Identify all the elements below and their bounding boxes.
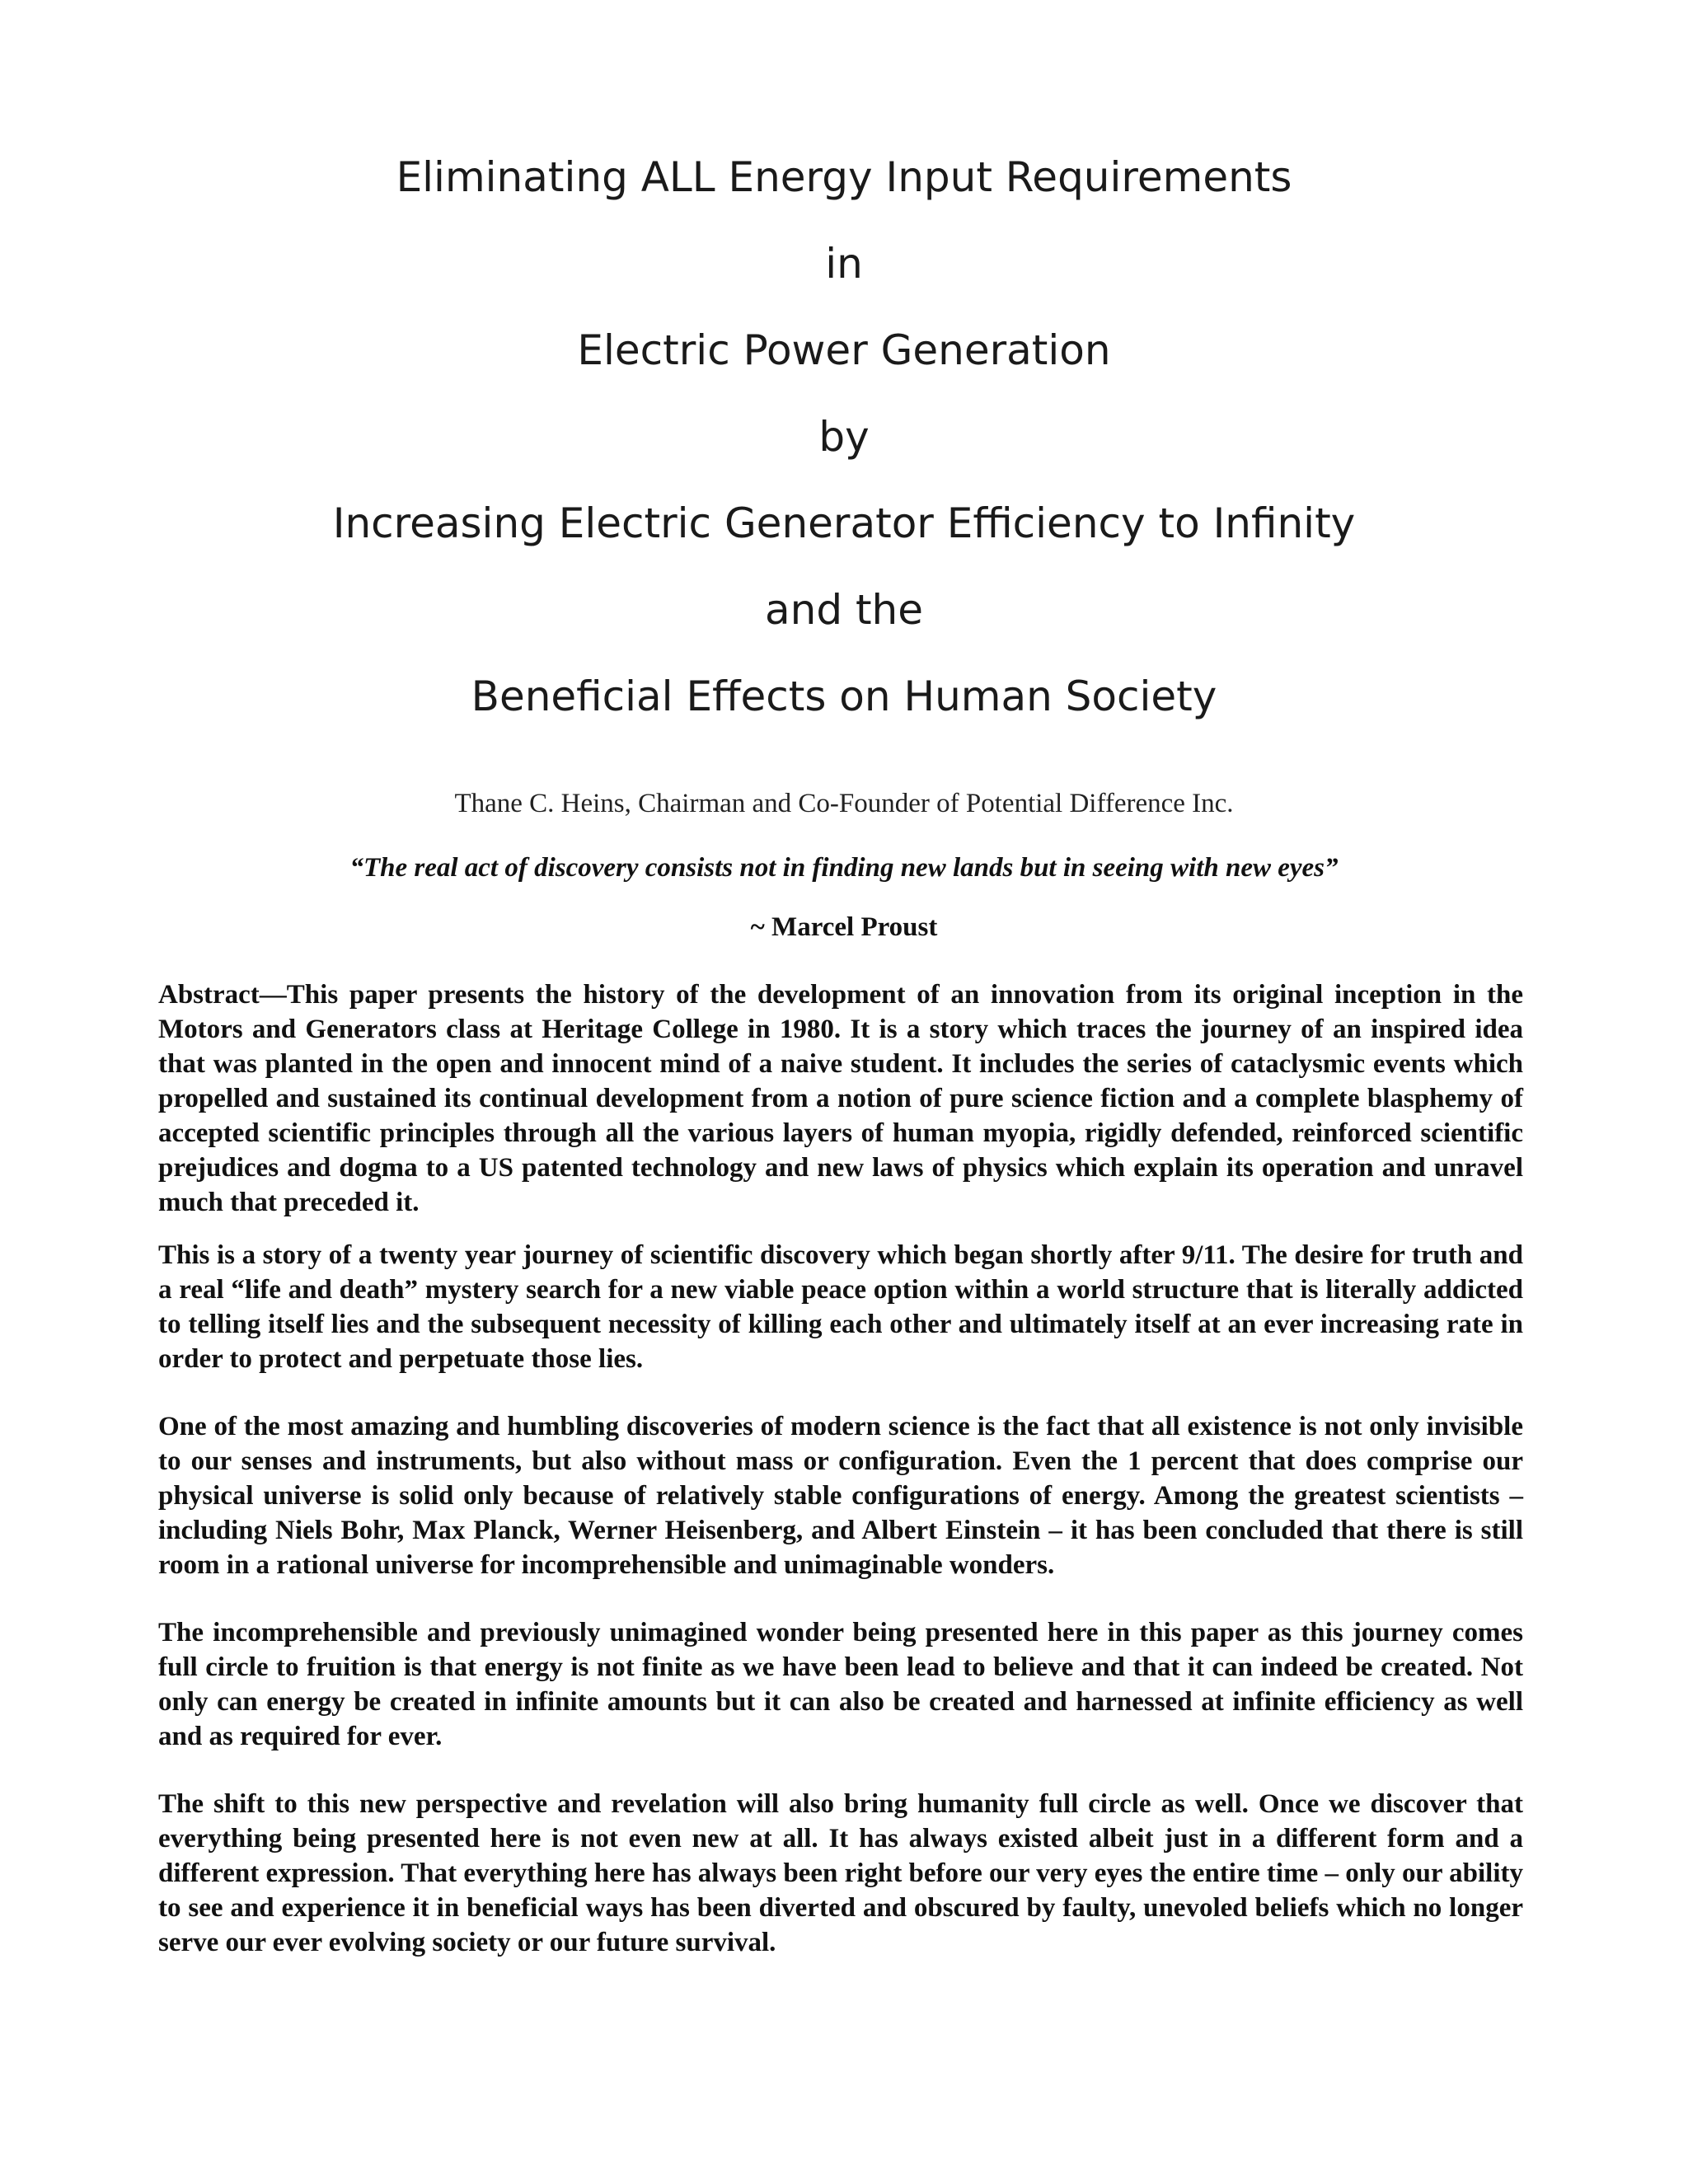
title-line: by [818,413,870,461]
body-paragraph: The incomprehensible and previously unimagined wonder being presented here in this paper as this journey comes full circle to fruition is that energy is not finite as we have been lead to believe and that it can indeed be created. Not only can energy be created in infinite amounts but it can also be created and harnessed at infinite efficiency as well and as required for ever. [158,1618,1523,1751]
title-line: Electric Power Generation [577,326,1111,374]
title-line: and the [764,586,924,634]
title-line: Increasing Electric Generator Efficiency to Infinity [332,499,1356,547]
title-line: Beneficial Effects on Human Society [471,673,1217,720]
body-paragraph: This is a story of a twenty year journey of scientific discovery which began shortly after 9/11. The desire for truth and a real “life and death” mystery search for a new viable peace option within a world structure that is literally addicted to telling itself lies and the subsequent necessity of killing each other and ultimately itself at an ever increasing rate in order to protect and perpetuate those lies. [158,1240,1523,1374]
paper-title [0,152,1688,721]
author-line: Thane C. Heins, Chairman and Co-Founder of Potential Difference Inc. [454,789,1234,818]
body-paragraph: One of the most amazing and humbling discoveries of modern science is the fact that all existence is not only invisible to our senses and instruments, but also without mass or configuration. Even the 1 percent that does comprise our physical universe is solid only because of relatively stable configurations of energy. Among the greatest scientists – including Niels Bohr, Max Planck, Werner Heisenberg, and Albert Einstein – it has been concluded that there is still room in a rational universe for incomprehensible and unimaginable wonders. [158,1412,1523,1580]
title-line: in [825,240,863,288]
epigraph-quote: “The real act of discovery consists not in finding new lands but in seeing with new eyes” [349,853,1339,883]
body-text [158,977,1523,1993]
title-line: Eliminating ALL Energy Input Requirements [396,153,1292,201]
body-paragraph: The shift to this new perspective and revelation will also bring humanity full circle as well. Once we discover that everything being presented here is not even new at all. It has always existed albeit just in a different form and a different expression. That everything here has always been right before our very eyes the entire time – only our ability to see and experience it in beneficial ways has been diverted and obscured by faulty, unevoled beliefs which no longer serve our ever evolving society or our future survival. [158,1789,1523,1957]
abstract-paragraph: Abstract—This paper presents the history of the development of an innovation from its original inception in the Motors and Generators class at Heritage College in 1980. It is a story which traces the journey of an inspired idea that was planted in the open and innocent mind of a naive student. It includes the series of cataclysmic events which propelled and sustained its continual development from a notion of pure science fiction and a complete blasphemy of accepted scientific principles through all the various layers of human myopia, rigidly defended, reinforced scientific prejudices and dogma to a US patented technology and new laws of physics which explain its operation and unravel much that preceded it. [158,980,1523,1217]
epigraph-attribution: ~ Marcel Proust [750,912,938,942]
